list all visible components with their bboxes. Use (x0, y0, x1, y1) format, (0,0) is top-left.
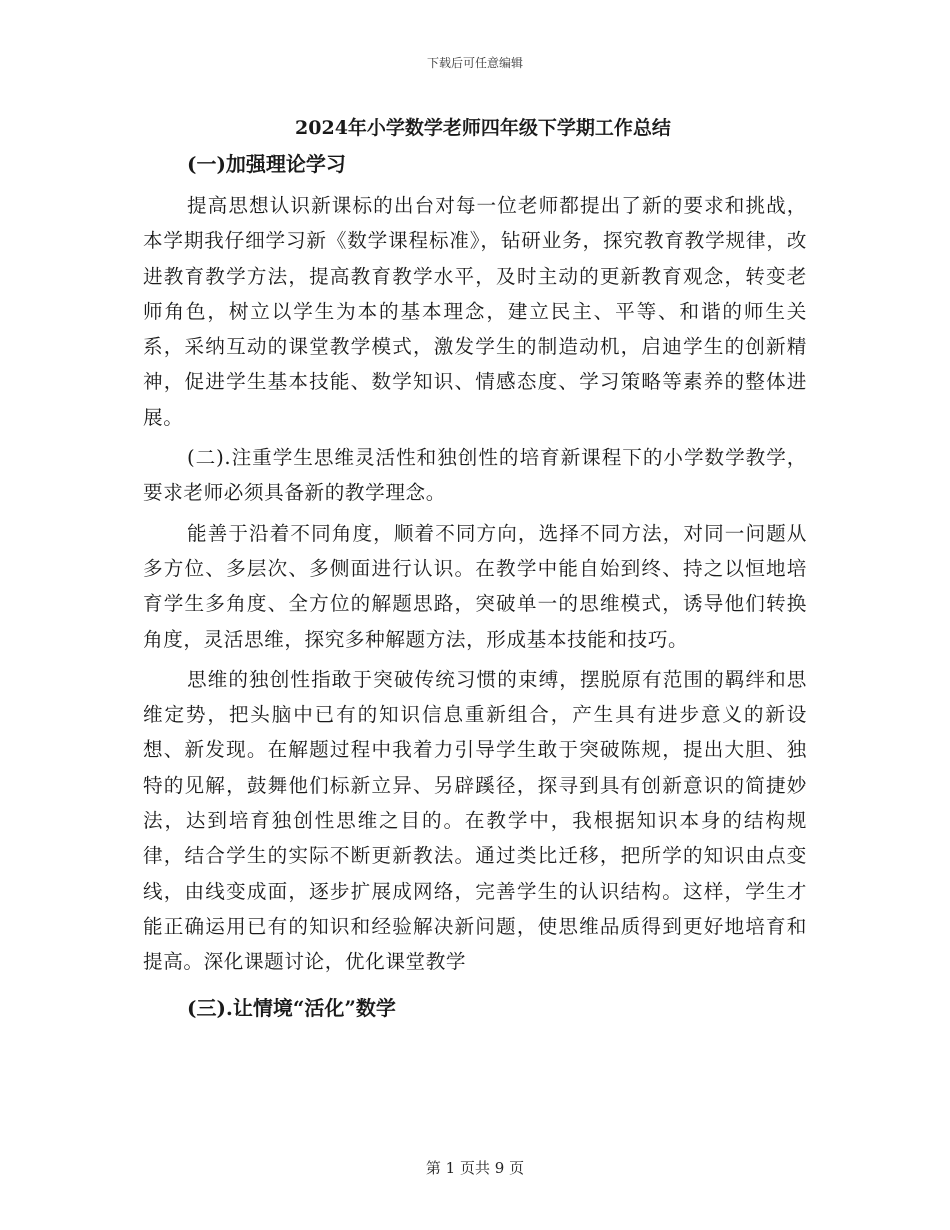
document-title: 2024年小学数学老师四年级下学期工作总结 (295, 117, 671, 139)
paragraph-1: 提高思想认识新课标的出台对每一位老师都提出了新的要求和挑战，本学期我仔细学习新《数学课程标准》，钻研业务，探究教育教学规律，改进教育教学方法，提高教育教学水平，及时主动的更新教育观念，转变老师角色，树立以学生为本的基本理念，建立民主、平等、和谐的师生关系，采纳互动的课堂教学模式，激发学生的制造动机，启迪学生的创新精神，促进学生基本技能、数学知识、情感态度、学习策略等素养的整体进展。 (143, 194, 807, 429)
paragraph-2: (二).注重学生思维灵活性和独创性的培育新课程下的小学数学教学，要求老师必须具备新的教学理念。 (143, 446, 807, 505)
paragraph-3: 能善于沿着不同角度，顺着不同方向，选择不同方法，对同一问题从多方位、多层次、多侧面进行认识。在教学中能自始到终、持之以恒地培育学生多角度、全方位的解题思路，突破单一的思维模式，诱导他们转换角度，灵活思维，探究多种解题方法，形成基本技能和技巧。 (143, 521, 807, 651)
section-heading-3: (三).让情境“活化”数学 (187, 995, 396, 1020)
paragraph-4: 思维的独创性指敢于突破传统习惯的束缚，摆脱原有范围的羁绊和思维定势，把头脑中已有的知识信息重新组合，产生具有进步意义的新设想、新发现。在解题过程中我着力引导学生敢于突破陈规，提出大胆、独特的见解，鼓舞他们标新立异、另辟蹊径，探寻到具有创新意识的简捷妙法，达到培育独创性思维之目的。在教学中，我根据知识本身的结构规律，结合学生的实际不断更新教法。通过类比迁移，把所学的知识由点变线，由线变成面，逐步扩展成网络，完善学生的认识结构。这样，学生才能正确运用已有的知识和经验解决新问题，使思维品质得到更好地培育和提高。深化课题讨论，优化课堂教学 (143, 667, 807, 974)
section-heading-1: (一)加强理论学习 (187, 152, 346, 176)
document-body (143, 110, 807, 1026)
page-number: 第 1 页共 9 页 (425, 1159, 525, 1177)
page-header-note: 下载后可任意编辑 (426, 56, 523, 70)
